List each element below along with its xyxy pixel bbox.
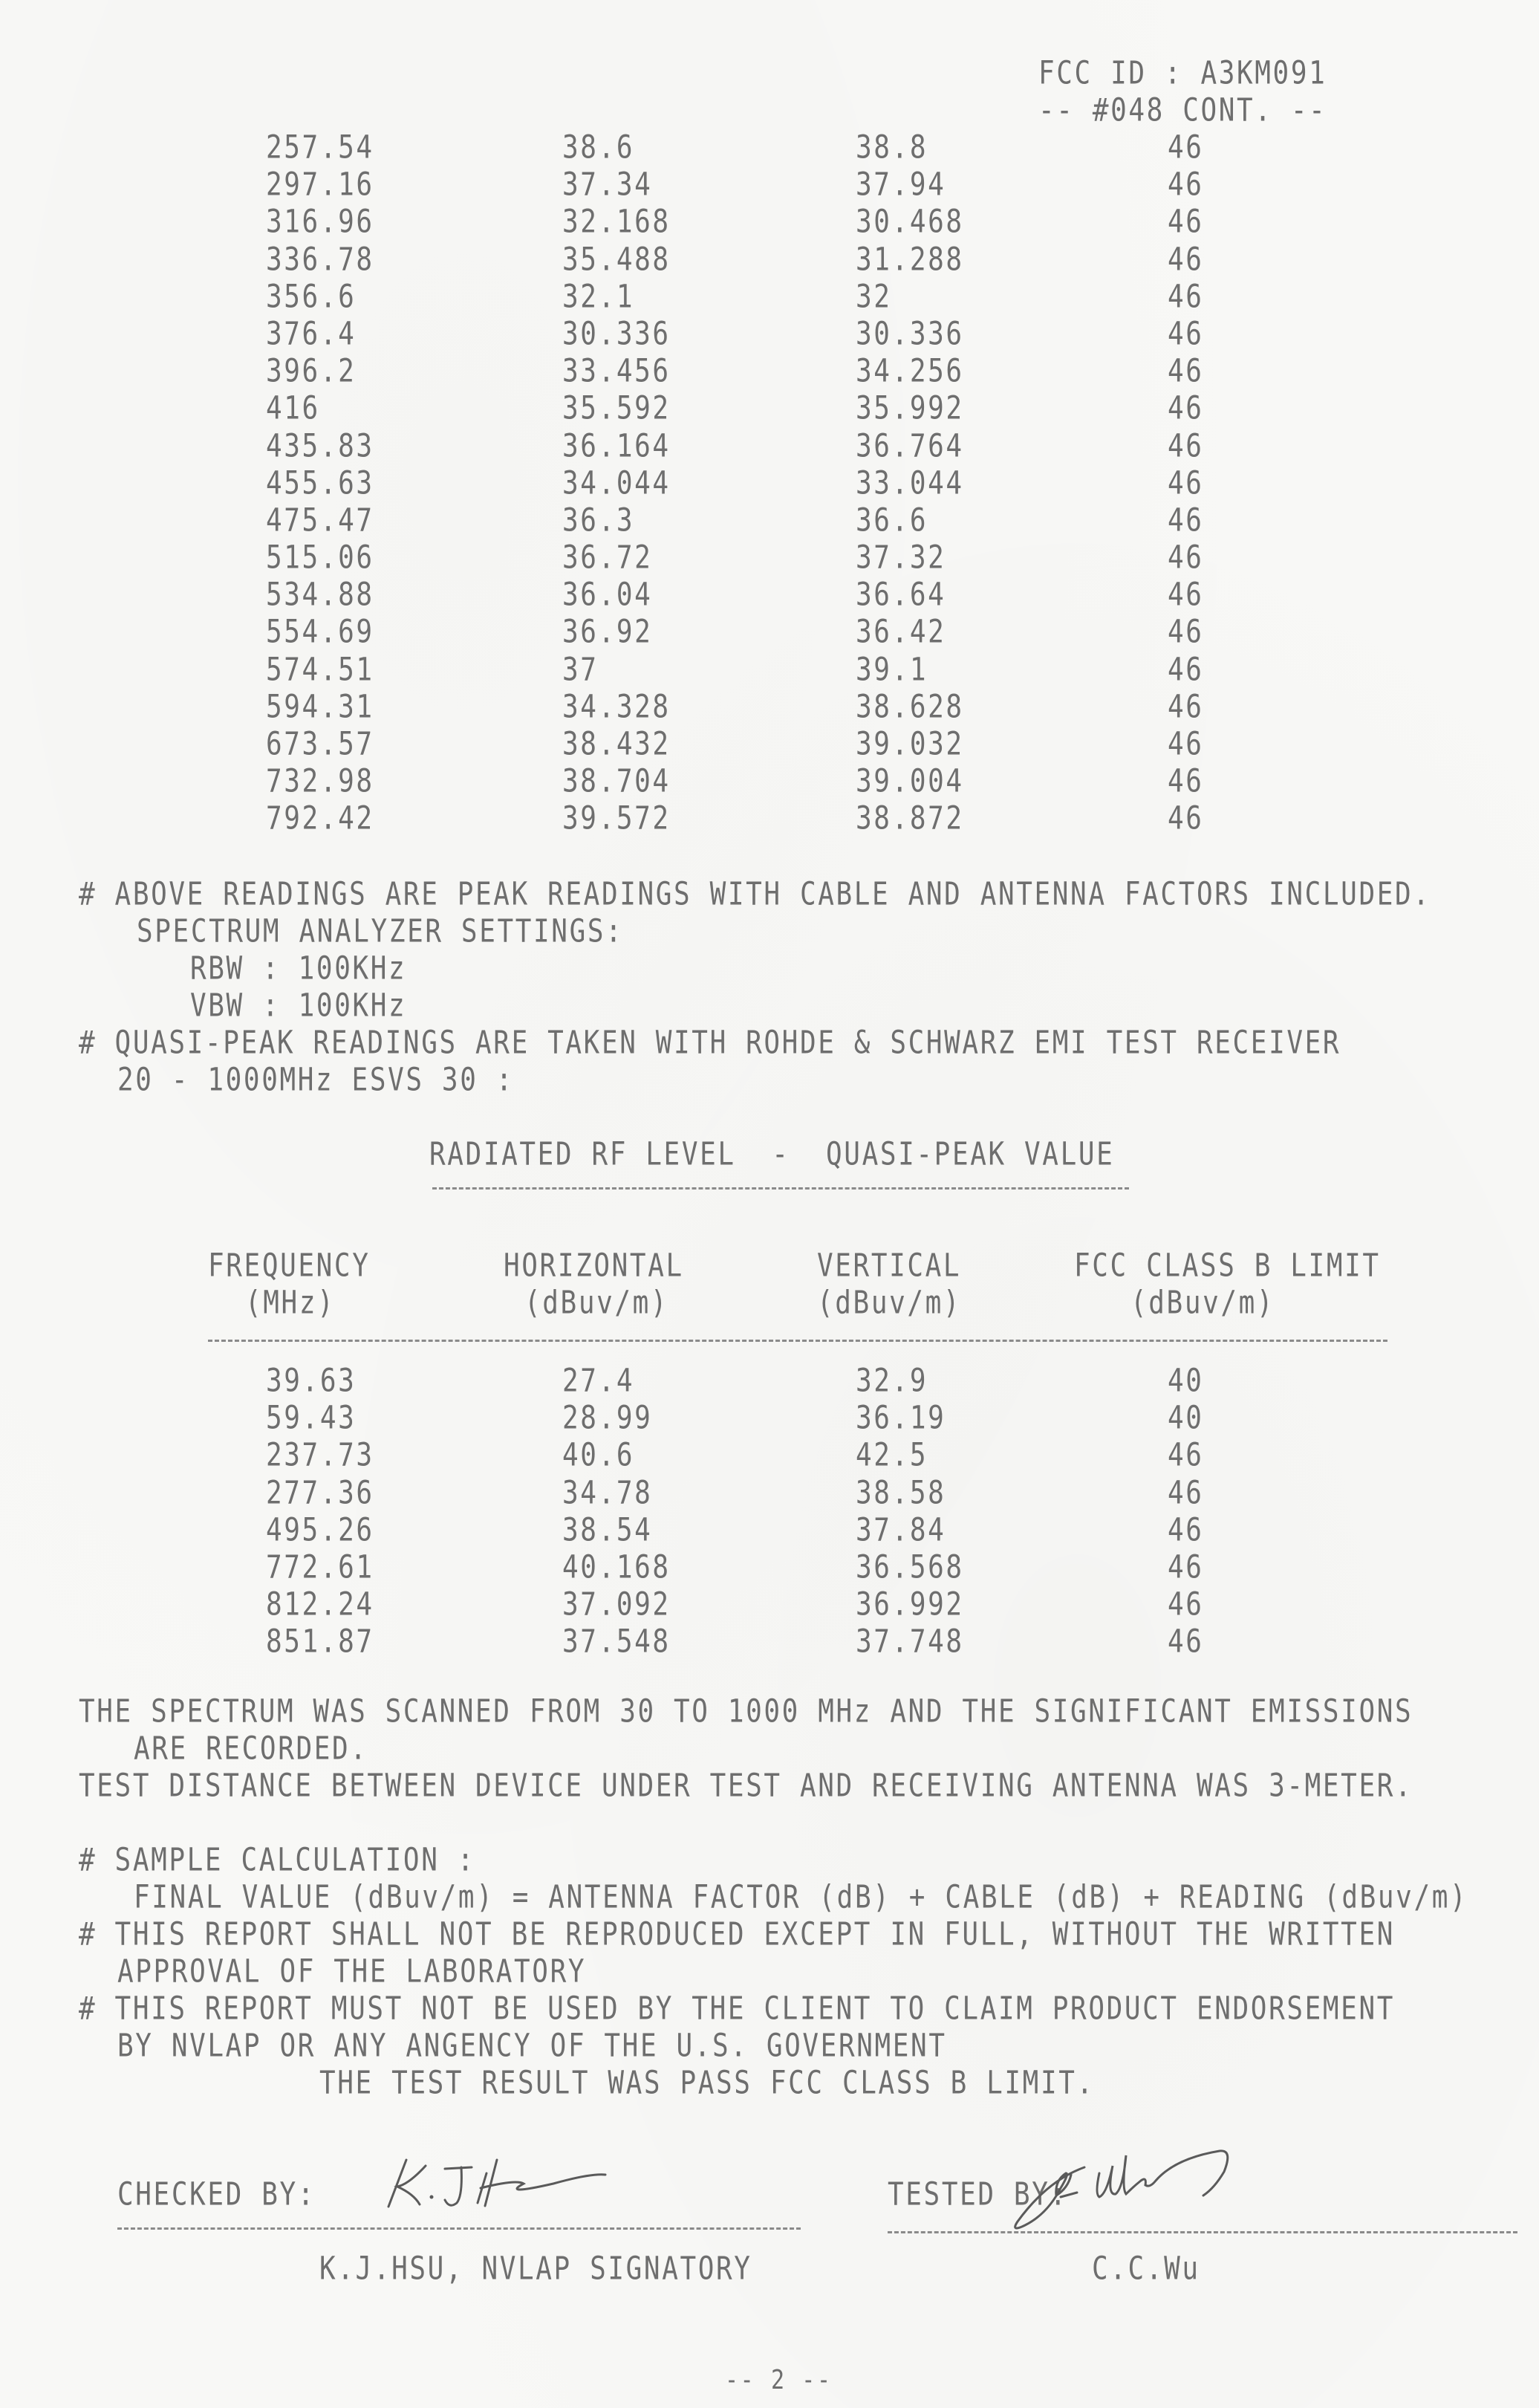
cell-vertical: 34.256 [856, 353, 964, 390]
cell-frequency: 435.83 [266, 428, 374, 464]
table-row [0, 276, 1539, 313]
cell-vertical: 36.568 [856, 1549, 964, 1586]
cell-horizontal: 33.456 [562, 353, 671, 390]
cell-frequency: 39.63 [266, 1363, 357, 1400]
cell-fcc-limit: 46 [1168, 1512, 1204, 1548]
cell-vertical: 38.628 [856, 689, 964, 725]
table-row [0, 536, 1539, 577]
cell-fcc-limit: 46 [1168, 763, 1204, 800]
cell-fcc-limit: 46 [1168, 428, 1204, 464]
cell-fcc-limit: 46 [1168, 652, 1204, 688]
cell-frequency: 594.31 [266, 689, 374, 725]
cell-frequency: 376.4 [266, 316, 357, 353]
note-receiver-range: 20 - 1000MHz ESVS 30 : [117, 1062, 515, 1099]
cell-vertical: 31.288 [856, 241, 964, 278]
cell-fcc-limit: 40 [1168, 1363, 1204, 1400]
cell-horizontal: 38.432 [562, 726, 671, 763]
cell-frequency: 554.69 [266, 614, 374, 651]
cell-vertical: 36.64 [856, 577, 946, 614]
cell-frequency: 316.96 [266, 204, 374, 241]
note-scan-range-cont: ARE RECORDED. [134, 1730, 368, 1768]
cell-fcc-limit: 46 [1168, 316, 1204, 353]
cell-frequency: 732.98 [266, 763, 374, 800]
cell-vertical: 39.1 [856, 652, 928, 688]
table-row [0, 1472, 1539, 1509]
cell-frequency: 396.2 [266, 353, 357, 390]
table-row [0, 760, 1539, 800]
cell-horizontal: 38.6 [562, 129, 635, 166]
cell-horizontal: 37.092 [562, 1586, 671, 1623]
note-test-distance: TEST DISTANCE BETWEEN DEVICE UNDER TEST AND RECEIVING ANTENNA WAS 3-METER. [79, 1768, 1413, 1805]
cell-frequency: 792.42 [266, 801, 374, 837]
cell-horizontal: 38.54 [562, 1512, 653, 1548]
continuation-label: -- #048 CONT. -- [1038, 92, 1327, 129]
cell-fcc-limit: 46 [1168, 391, 1204, 427]
table-row [0, 462, 1539, 502]
cell-frequency: 812.24 [266, 1586, 374, 1623]
cell-vertical: 39.004 [856, 763, 964, 800]
cell-vertical: 42.5 [856, 1438, 928, 1474]
table-row [0, 1546, 1539, 1586]
table-row [0, 723, 1539, 763]
note-sample-calc-title: # SAMPLE CALCULATION : [79, 1842, 476, 1879]
note-vbw: VBW : 100KHz [190, 987, 407, 1025]
cell-frequency: 277.36 [266, 1475, 374, 1511]
cell-vertical: 36.992 [856, 1586, 964, 1623]
note-reproduction: # THIS REPORT SHALL NOT BE REPRODUCED EXCEPT IN FULL, WITHOUT THE WRITTEN [79, 1916, 1395, 1953]
table-row [0, 797, 1539, 837]
tested-by-signature [988, 2129, 1374, 2233]
cell-fcc-limit: 46 [1168, 577, 1204, 614]
cell-fcc-limit: 46 [1168, 353, 1204, 390]
cell-vertical: 39.032 [856, 726, 964, 763]
cell-vertical: 38.872 [856, 801, 964, 837]
cell-fcc-limit: 46 [1168, 1549, 1204, 1586]
table-row [0, 1509, 1539, 1546]
checked-by-line [117, 2227, 801, 2230]
cell-frequency: 336.78 [266, 241, 374, 278]
cell-horizontal: 37.34 [562, 166, 653, 204]
cell-frequency: 495.26 [266, 1512, 374, 1548]
cell-vertical: 38.8 [856, 129, 928, 166]
cell-frequency: 475.47 [266, 502, 374, 539]
table-row [0, 1397, 1539, 1437]
cell-frequency: 416 [266, 391, 320, 427]
title-underline [432, 1187, 1129, 1190]
note-endorsement: # THIS REPORT MUST NOT BE USED BY THE CLIENT TO CLAIM PRODUCT ENDORSEMENT [79, 1990, 1395, 2028]
cell-vertical: 32.9 [856, 1363, 928, 1400]
cell-horizontal: 30.336 [562, 316, 671, 353]
cell-fcc-limit: 46 [1168, 204, 1204, 241]
qp-section-title: RADIATED RF LEVEL - QUASI-PEAK VALUE [429, 1136, 1115, 1173]
cell-vertical: 32 [856, 279, 892, 315]
table-row [0, 1360, 1539, 1400]
checked-by-name: K.J.HSU, NVLAP SIGNATORY [319, 2250, 752, 2288]
cell-fcc-limit: 46 [1168, 689, 1204, 725]
cell-vertical: 37.84 [856, 1512, 946, 1548]
cell-horizontal: 40.168 [562, 1549, 671, 1586]
cell-horizontal: 32.168 [562, 204, 671, 241]
table-row [0, 499, 1539, 539]
header-fcc-limit-unit: (dBuv/m) [1130, 1285, 1275, 1322]
table-row [0, 387, 1539, 427]
cell-frequency: 673.57 [266, 726, 374, 763]
cell-horizontal: 36.72 [562, 539, 653, 577]
cell-fcc-limit: 46 [1168, 241, 1204, 278]
note-sample-formula: FINAL VALUE (dBuv/m) = ANTENNA FACTOR (dB) + CABLE (dB) + READING (dBuv/m) [134, 1879, 1468, 1916]
cell-vertical: 35.992 [856, 391, 964, 427]
note-reproduction-cont: APPROVAL OF THE LABORATORY [117, 1953, 587, 1990]
cell-vertical: 36.764 [856, 428, 964, 464]
note-rbw: RBW : 100KHz [190, 950, 407, 987]
table-row [0, 686, 1539, 723]
cell-fcc-limit: 46 [1168, 279, 1204, 315]
table-row [0, 649, 1539, 686]
cell-horizontal: 34.044 [562, 465, 671, 502]
note-endorsement-cont: BY NVLAP OR ANY ANGENCY OF THE U.S. GOVERNMENT [117, 2028, 947, 2065]
tested-by-label: TESTED BY: [888, 2176, 1068, 2213]
cell-horizontal: 37 [562, 652, 599, 688]
cell-frequency: 574.51 [266, 652, 374, 688]
note-analyzer-settings: SPECTRUM ANALYZER SETTINGS: [137, 913, 624, 950]
quasi-peak-table [0, 1360, 1539, 1661]
cell-horizontal: 27.4 [562, 1363, 635, 1400]
cell-vertical: 37.748 [856, 1624, 964, 1661]
table-row [0, 238, 1539, 276]
fcc-id: FCC ID : A3KM091 [1038, 55, 1327, 92]
cell-horizontal: 28.99 [562, 1400, 653, 1437]
checked-by-label: CHECKED BY: [117, 2176, 316, 2213]
cell-horizontal: 36.04 [562, 577, 653, 614]
cell-vertical: 33.044 [856, 465, 964, 502]
cell-fcc-limit: 46 [1168, 614, 1204, 651]
cell-frequency: 237.73 [266, 1438, 374, 1474]
cell-frequency: 59.43 [266, 1400, 357, 1437]
cell-horizontal: 35.488 [562, 241, 671, 278]
cell-vertical: 30.468 [856, 204, 964, 241]
cell-horizontal: 32.1 [562, 279, 635, 315]
header-horizontal: HORIZONTAL [504, 1247, 684, 1285]
cell-vertical: 37.32 [856, 539, 946, 577]
cell-fcc-limit: 46 [1168, 465, 1204, 502]
cell-horizontal: 36.3 [562, 502, 635, 539]
cell-fcc-limit: 46 [1168, 166, 1204, 204]
cell-horizontal: 36.164 [562, 428, 671, 464]
cell-frequency: 515.06 [266, 539, 374, 577]
table-row [0, 201, 1539, 241]
cell-horizontal: 35.592 [562, 391, 671, 427]
cell-frequency: 455.63 [266, 465, 374, 502]
report-header [1038, 52, 1327, 129]
cell-vertical: 36.6 [856, 502, 928, 539]
cell-horizontal: 36.92 [562, 614, 653, 651]
cell-fcc-limit: 46 [1168, 1438, 1204, 1474]
cell-frequency: 257.54 [266, 129, 374, 166]
cell-vertical: 36.42 [856, 614, 946, 651]
table-row [0, 163, 1539, 204]
table-row [0, 611, 1539, 651]
cell-fcc-limit: 46 [1168, 129, 1204, 166]
cell-frequency: 297.16 [266, 166, 374, 204]
header-vertical: VERTICAL [817, 1247, 962, 1285]
cell-horizontal: 37.548 [562, 1624, 671, 1661]
cell-fcc-limit: 46 [1168, 801, 1204, 837]
cell-horizontal: 38.704 [562, 763, 671, 800]
cell-frequency: 534.88 [266, 577, 374, 614]
cell-horizontal: 34.328 [562, 689, 671, 725]
cell-frequency: 772.61 [266, 1549, 374, 1586]
header-horizontal-unit: (dBuv/m) [524, 1285, 669, 1322]
cell-horizontal: 34.78 [562, 1475, 653, 1511]
cell-fcc-limit: 46 [1168, 1586, 1204, 1623]
table-row [0, 1434, 1539, 1474]
cell-horizontal: 40.6 [562, 1438, 635, 1474]
cell-vertical: 38.58 [856, 1475, 946, 1511]
note-peak-readings: # ABOVE READINGS ARE PEAK READINGS WITH CABLE AND ANTENNA FACTORS INCLUDED. [79, 876, 1431, 913]
checked-by-signature [368, 2151, 635, 2218]
table-row [0, 126, 1539, 166]
tested-by-name: C.C.Wu [1092, 2250, 1200, 2288]
header-vertical-unit: (dBuv/m) [817, 1285, 962, 1322]
cell-frequency: 851.87 [266, 1624, 374, 1661]
header-frequency: FREQUENCY [208, 1247, 371, 1285]
cell-fcc-limit: 46 [1168, 1624, 1204, 1661]
cell-fcc-limit: 46 [1168, 726, 1204, 763]
cell-frequency: 356.6 [266, 279, 357, 315]
table-row [0, 1583, 1539, 1623]
header-underline [208, 1340, 1387, 1342]
cell-fcc-limit: 46 [1168, 539, 1204, 577]
table-row [0, 574, 1539, 614]
note-quasi-peak-receiver: # QUASI-PEAK READINGS ARE TAKEN WITH ROHDE & SCHWARZ EMI TEST RECEIVER [79, 1025, 1341, 1062]
cell-horizontal: 39.572 [562, 801, 671, 837]
table-row [0, 350, 1539, 390]
page-number: -- 2 -- [725, 2365, 833, 2396]
cell-fcc-limit: 40 [1168, 1400, 1204, 1437]
tested-by-line [888, 2231, 1517, 2233]
cell-vertical: 37.94 [856, 166, 946, 204]
table-row [0, 313, 1539, 353]
cell-fcc-limit: 46 [1168, 1475, 1204, 1511]
note-scan-range: THE SPECTRUM WAS SCANNED FROM 30 TO 1000 MHz AND THE SIGNIFICANT EMISSIONS [79, 1693, 1413, 1730]
peak-readings-table [0, 126, 1539, 835]
cell-vertical: 36.19 [856, 1400, 946, 1437]
table-row [0, 1620, 1539, 1661]
header-fcc-limit: FCC CLASS B LIMIT [1074, 1247, 1381, 1285]
header-frequency-unit: (MHz) [245, 1285, 336, 1322]
cell-vertical: 30.336 [856, 316, 964, 353]
cell-fcc-limit: 46 [1168, 502, 1204, 539]
table-row [0, 425, 1539, 462]
test-result: THE TEST RESULT WAS PASS FCC CLASS B LIMIT. [319, 2065, 1095, 2102]
